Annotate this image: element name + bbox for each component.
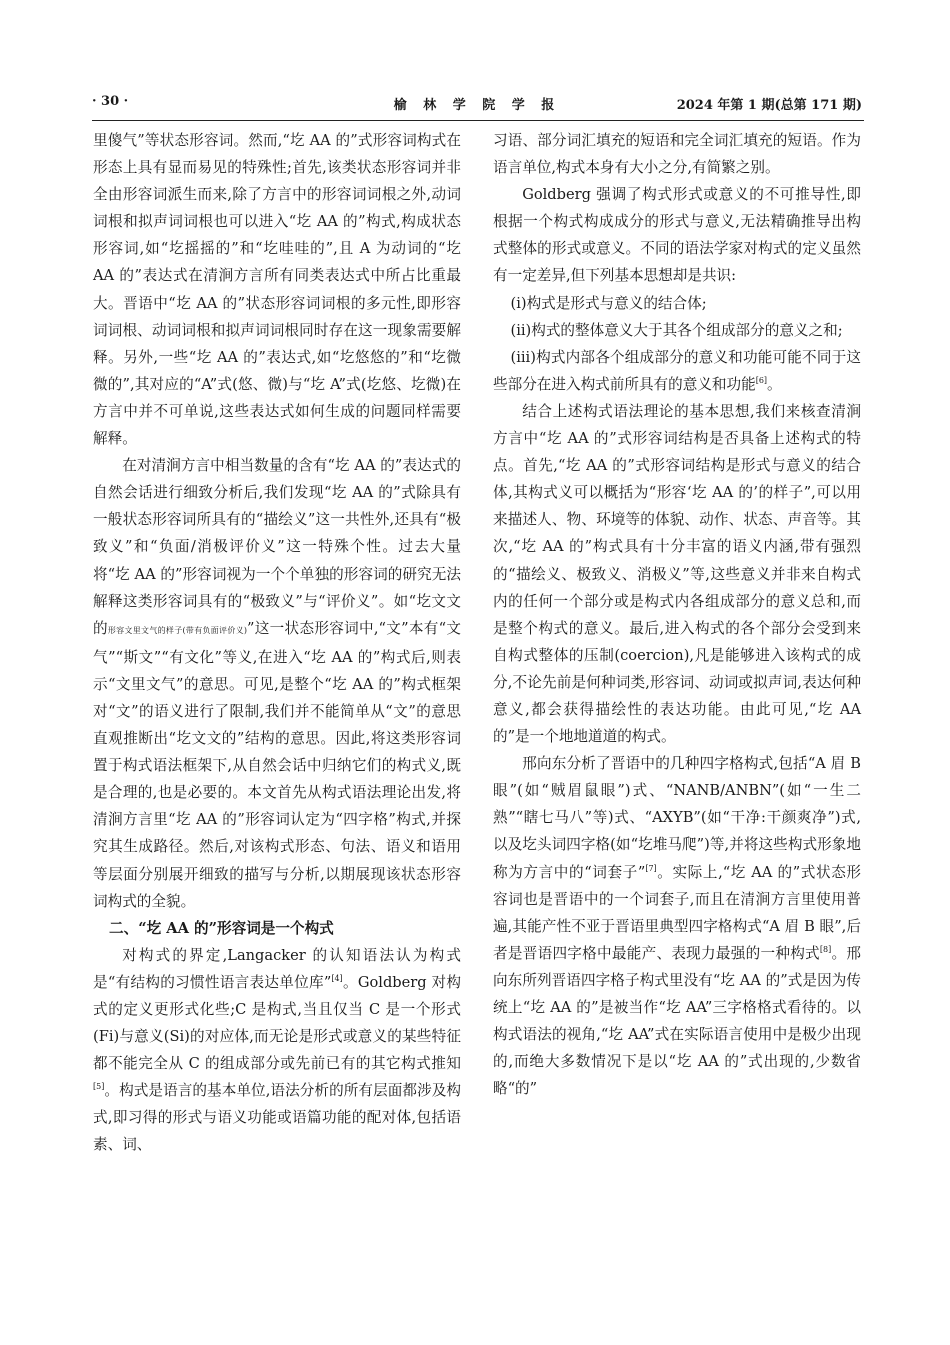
paragraph — [493, 750, 861, 1102]
paragraph-text: 。构式是语言的基本单位,语法分析的所有层面都涉及构式,即习得的形式与语义功能或语篇功能的配对体,包括语素、词、 — [93, 1082, 461, 1154]
list-item: (i)构式是形式与意义的结合体; — [510, 294, 707, 312]
section-heading: 二、“圪 AA 的”形容词是一个构式 — [109, 919, 334, 937]
paragraph-text: ”这一状态形容词中,“文”本有“文气”“斯文”“有文化”等义,在进入“圪 AA 的”构式后,则表示“文里文气”的意思。可见,是整个“圪 AA 的”构式框架对“文”的语义进行了限制,我们并不能简单从“文”的意思直观推断出“圪文文的”结构的意思。因此,将这类形容词置于构式语法框架下,从自然会话中归纳它们的构式义,既是合理的,也是必要的。本文首先从构式语法理论出发,将清涧方言里“圪 AA 的”形容词认定为“四字格”构式,并探究其生成路径。然后,对该构式形态、句法、语义和语用等层面分别展开细致的描写与分析,以期展现该状态形容词构式的全貌。 — [93, 619, 461, 910]
paragraph-text: 邢向东分析了晋语中的几种四字格构式,包括“A 眉 B 眼”(如“贼眉鼠眼”)式、“NANB/ANBN”(如“一生二熟”“瞎七马八”等)式、“AXYB”(如“干净:干颜爽净”)式,以及圪头词四字格(如“圪堆马爬”)等,并将这些构式形象地称为方言中的“词套子” — [493, 755, 861, 881]
paragraph: 习语、部分词汇填充的短语和完全词汇填充的短语。作为语言单位,构式本身有大小之分,有简繁之别。 — [493, 132, 861, 177]
paragraph-text: 。邢向东所列晋语四字格子构式里没有“圪 AA 的”式是因为传统上“圪 AA 的”是被当作“圪 AA”三字格格式看待的。以构式语法的视角,“圪 AA”式在实际语言使用中是极少出现的,而绝大多数情况下是以“圪 AA 的”式出现的,少数省略“的” — [493, 944, 861, 1098]
paragraph: 里傻气”等状态形容词。然而,“圪 AA 的”式形容词构式在形态上具有显而易见的特殊性;首先,该类状态形容词并非全由形容词派生而来,除了方言中的形容词词根之外,动词词根和拟声词词根也可以进入“圪 AA 的”构式,构成状态形容词,如“圪摇摇的”和“圪哇哇的”,且 A 为动词的“圪 AA 的”表达式在清涧方言所有同类表达式中所占比重最大。晋语中“圪 AA 的”状态形容词词根的多元性,即形容词词根、动词词根和拟声词词根同时存在这一现象需要解释。另外,一些“圪 AA 的”表达式,如“圪悠悠的”和“圪微微的”,其对应的“A”式(悠、微)与“圪 A”式(圪悠、圪微)在方言中并不可单说,这些表达式如何生成的问题同样需要解释。 — [93, 132, 461, 448]
citation-ref: [7] — [645, 863, 657, 873]
paragraph-text: 对构式的界定,Langacker 的认知语法认为构式是“有结构的习惯性语言表达单位库” — [93, 946, 461, 991]
left-column — [93, 127, 461, 1159]
header-rule — [92, 120, 864, 121]
citation-ref: [5] — [93, 1082, 105, 1092]
list-item: (ii)构式的整体意义大于其各个组成部分的意义之和; — [510, 321, 843, 339]
citation-ref: [8] — [819, 944, 832, 954]
page-number: · 30 · — [92, 94, 129, 109]
citation-ref: [4] — [331, 973, 343, 983]
running-header — [92, 90, 862, 118]
list-item-text: (iii)构式内部各个组成部分的意义和功能可能不同于这些部分在进入构式前所具有的意义和功能 — [493, 348, 861, 393]
journal-title: 榆 林 学 院 学 报 — [393, 98, 561, 113]
list-item-text: 。 — [767, 375, 782, 393]
paragraph: Goldberg 强调了构式形式或意义的不可推导性,即根据一个构式构成成分的形式与意义,无法精确推导出构式整体的形式或意义。不同的语法学家对构式的定义虽然有一定差异,但下列基本思想却是共识: — [493, 186, 861, 285]
paragraph: 结合上述构式语法理论的基本思想,我们来核查清涧方言中“圪 AA 的”式形容词结构是否具备上述构式的特点。首先,“圪 AA 的”式形容词结构是形式与意义的结合体,其构式义可以概括为“形容‘圪 AA 的’的样子”,可以用来描述人、物、环境等的体貌、动作、状态、声音等。其次,“圪 AA 的”构式具有十分丰富的语义内涵,带有强烈的“描绘义、极致义、消极义”等,这些意义并非来自构式内的任何一个部分或是构式内各组成部分的意义总和,而是整个构式的意义。最后,进入构式的各个部分会受到来自构式整体的压制(coercion),凡是能够进入该构式的成分,不论先前是何种词类,形容词、动词或拟声词,表达何种意义,都会获得描绘性的表达功能。由此可见,“圪 AA 的”是一个地地道道的构式。 — [493, 402, 861, 746]
gloss-subscript: 形容文里文气的样子(带有负面评价义) — [107, 625, 248, 635]
paragraph-text: 在对清涧方言中相当数量的含有“圪 AA 的”表达式的自然会话进行细致分析后,我们发现“圪 AA 的”式除具有一般状态形容词所具有的“描绘义”这一共性外,还具有“极致义”和“负面/消极评价义”这一特殊个性。过去大量将“圪 AA 的”形容词视为一个个单独的形容词的研究无法解释这类形容词具有的“极致义”与“评价义”。如“圪文文的 — [93, 457, 461, 637]
paragraph — [93, 452, 461, 915]
issue-info: 2024 年第 1 期(总第 171 期) — [676, 98, 862, 113]
paragraph-text: 。Goldberg 对构式的定义更形式化些;C 是构式,当且仅当 C 是一个形式(Fi)与意义(Si)的对应体,而无论是形式或意义的某些特征都不能完全从 C 的组成部分或先前已有的其它构式推知 — [93, 973, 461, 1073]
paragraph — [93, 942, 461, 1159]
paragraph-text: 。实际上,“圪 AA 的”式状态形容词也是晋语中的一个词套子,而且在清涧方言里使用普遍,其能产性不亚于晋语里典型四字格构式“A 眉 B 眼”,后者是晋语四字格中最能产、表现力最强的一种构式 — [493, 863, 861, 962]
right-column — [493, 127, 861, 1102]
citation-ref: [6] — [755, 375, 768, 385]
list-item — [493, 344, 861, 398]
